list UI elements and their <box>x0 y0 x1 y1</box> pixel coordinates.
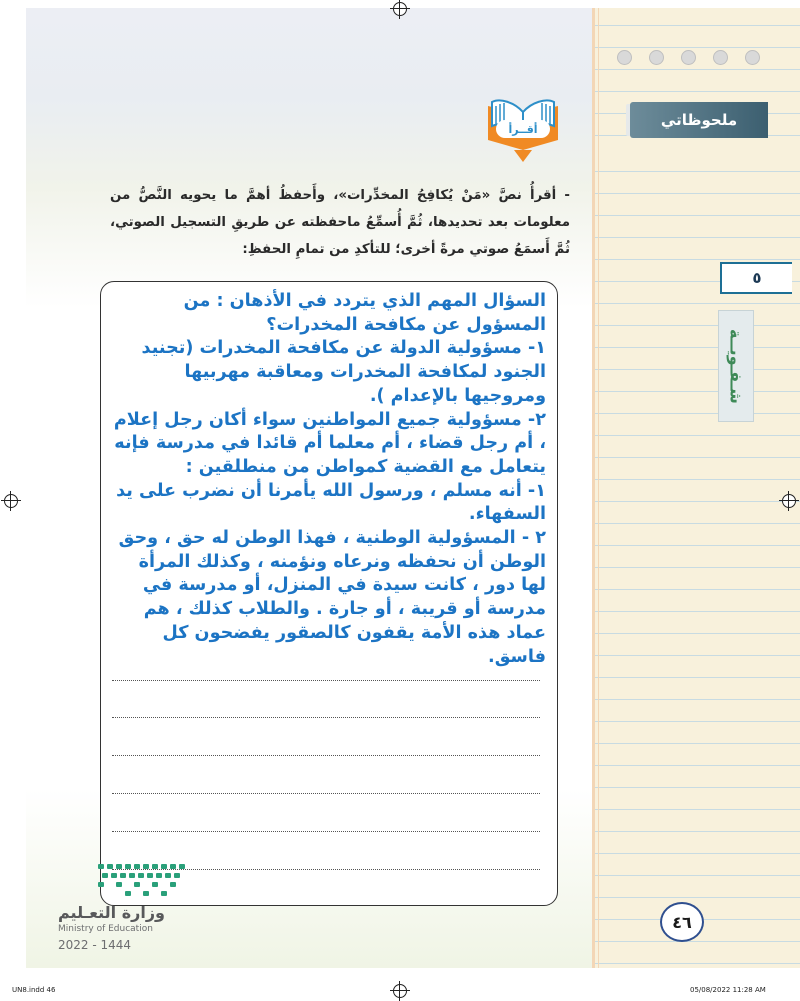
binder-hole <box>649 50 664 65</box>
read-badge <box>484 92 562 162</box>
read-badge-label: أقــرأ <box>508 122 538 136</box>
notes-margin-line <box>592 8 595 968</box>
writing-line[interactable] <box>112 831 540 832</box>
vertical-title-text: شـفـويــة <box>726 328 746 404</box>
answer-text <box>110 290 546 669</box>
answer-line: ١- مسؤولية الدولة عن مكافحة المخدرات (تجنيد الجنود لمكافحة المخدرات ومعاقبة مهربيها ومروجيها بالإعدام ). <box>141 338 546 406</box>
instructions-text: - أقرأُ نصَّ «مَنْ يُكافِحُ المخدِّرات»، وأَحفظُ أهمَّ ما يحويه النَّصُّ من معلومات بعد تحديدها، ثُمَّ أُسمِّعُ ماحفظته عن طريقِ التسجيل الصوتي، ثُمَّ أَسمَعُ صوتي مرةً أخرى؛ للتأكدِ من تمامِ الحفظِ: <box>110 188 570 257</box>
ministry-name-arabic: وزارة التعـليم <box>58 903 165 922</box>
answer-line: ٢- مسؤولية جميع المواطنين سواء أكان رجل إعلام ، أم رجل قضاء ، أم معلما أم قائدا في مدرسة فإنه يتعامل مع القضية كمواطن من منطلقين : <box>113 409 546 477</box>
writing-line[interactable] <box>112 717 540 718</box>
registration-mark-icon <box>782 494 796 508</box>
writing-line[interactable] <box>112 793 540 794</box>
notes-margin-line <box>598 8 599 968</box>
binder-hole <box>713 50 728 65</box>
answer-line: السؤال المهم الذي يتردد في الأذهان : من المسؤول عن مكافحة المخدرات؟ <box>183 291 546 335</box>
footer-timestamp: 05/08/2022 11:28 AM <box>690 986 766 994</box>
binder-hole <box>617 50 632 65</box>
registration-mark-icon <box>393 2 407 16</box>
answer-line: ١- أنه مسلم ، ورسول الله يأمرنا أن نضرب على يد السفهاء. <box>116 480 546 525</box>
footer-filename: UN8.indd 46 <box>12 986 56 994</box>
ministry-logo <box>96 860 192 900</box>
notes-title: ملحوظاتي <box>630 102 768 138</box>
answer-line: ٢ - المسؤولية الوطنية ، فهذا الوطن له حق ، وحق الوطن أن نحفظه ونرعاه ونؤمنه ، وكذلك المرأة لها دور ، كانت سيدة في المنزل، أو مدرسة في مدرسة أو قريبة ، أو جارة . والطلاب كذلك ، هم عماد هذه الأمة يقفون كالصقور يفضحون كل فاسق. <box>118 528 546 667</box>
binder-hole <box>681 50 696 65</box>
binder-hole <box>745 50 760 65</box>
writing-line[interactable] <box>112 680 540 681</box>
ministry-year: 2022 - 1444 <box>58 938 132 952</box>
lesson-number-tab: ٥ <box>720 262 792 294</box>
writing-line[interactable] <box>112 755 540 756</box>
registration-mark-icon <box>393 984 407 998</box>
registration-mark-icon <box>4 494 18 508</box>
ministry-logo-mark <box>96 860 192 900</box>
ministry-name-english: Ministry of Education <box>58 924 153 934</box>
lesson-vertical-title <box>718 310 754 422</box>
notes-column <box>592 8 800 968</box>
page-number: ٤٦ <box>660 902 704 942</box>
